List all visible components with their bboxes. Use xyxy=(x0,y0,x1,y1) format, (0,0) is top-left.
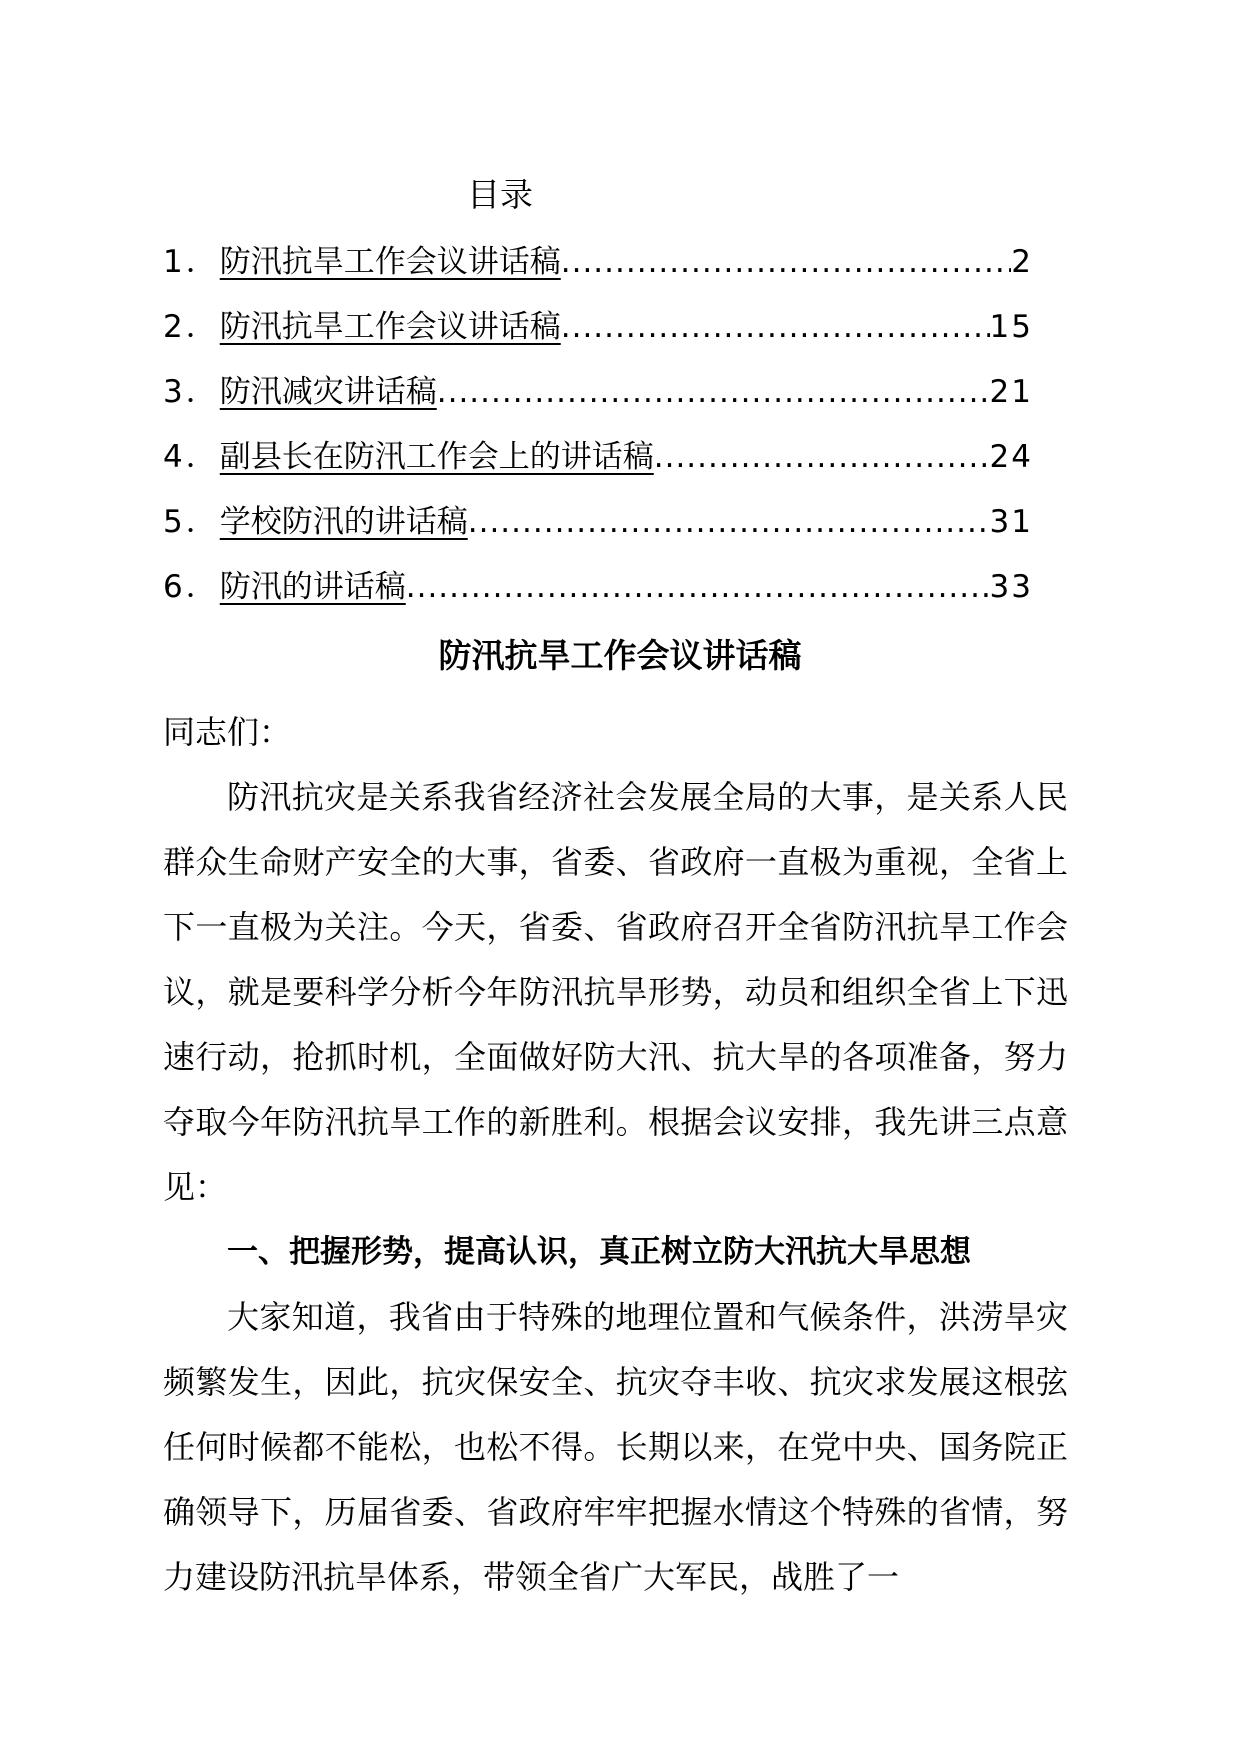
toc-item-number: 5． xyxy=(163,504,220,540)
toc-item-6[interactable] xyxy=(163,565,1033,630)
toc-title: 目录 xyxy=(467,175,533,214)
toc-item-link[interactable]: 副县长在防汛工作会上的讲话稿 xyxy=(219,439,654,475)
toc-item-link[interactable]: 防汛抗旱工作会议讲话稿 xyxy=(219,244,561,280)
toc-leader-dots xyxy=(561,305,990,349)
toc-item-5[interactable] xyxy=(163,500,1033,565)
toc-leader-dots xyxy=(468,500,990,544)
toc-item-2[interactable] xyxy=(163,305,1033,370)
document-body xyxy=(163,700,1068,1610)
toc-item-number: 4． xyxy=(163,439,220,475)
toc-item-link[interactable]: 学校防汛的讲话稿 xyxy=(219,504,468,540)
body-paragraph: 防汛抗灾是关系我省经济社会发展全局的大事，是关系人民群众生命财产安全的大事，省委、省政府一直极为重视，全省上下一直极为关注。今天，省委、省政府召开全省防汛抗旱工作会议，就是要科学分析今年防汛抗旱形势，动员和组织全省上下迅速行动，抢抓时机，全面做好防大汛、抗大旱的各项准备，努力夺取今年防汛抗旱工作的新胜利。根据会议安排，我先讲三点意见： xyxy=(163,778,1068,1206)
section-heading: 一、把握形势，提高认识，真正树立防大汛抗大旱思想 xyxy=(227,1234,971,1270)
toc-leader-dots xyxy=(406,565,990,609)
toc-item-3[interactable] xyxy=(163,370,1033,435)
table-of-contents xyxy=(163,240,1033,630)
document-title: 防汛抗旱工作会议讲话稿 xyxy=(438,636,802,675)
toc-item-number: 6． xyxy=(163,569,220,605)
body-paragraph: 大家知道，我省由于特殊的地理位置和气候条件，洪涝旱灾频繁发生，因此，抗灾保安全、抗灾夺丰收、抗灾求发展这根弦任何时候都不能松，也松不得。长期以来，在党中央、国务院正确领导下，历届省委、省政府牢牢把握水情这个特殊的省情，努力建设防汛抗旱体系，带领全省广大军民，战胜了一 xyxy=(163,1298,1068,1596)
toc-item-page: 24 xyxy=(989,439,1033,475)
toc-item-4[interactable] xyxy=(163,435,1033,500)
toc-item-number: 2． xyxy=(163,309,220,345)
toc-item-page: 21 xyxy=(989,374,1033,410)
toc-item-page: 2 xyxy=(1011,244,1033,280)
toc-item-page: 15 xyxy=(989,309,1033,345)
toc-item-link[interactable]: 防汛抗旱工作会议讲话稿 xyxy=(219,309,561,345)
salutation: 同志们： xyxy=(163,713,292,751)
toc-leader-dots xyxy=(654,435,990,479)
toc-item-link[interactable]: 防汛减灾讲话稿 xyxy=(219,374,437,410)
toc-item-link[interactable]: 防汛的讲话稿 xyxy=(219,569,406,605)
toc-leader-dots xyxy=(561,240,1012,284)
toc-item-page: 33 xyxy=(989,569,1033,605)
toc-item-1[interactable] xyxy=(163,240,1033,305)
toc-item-page: 31 xyxy=(989,504,1033,540)
toc-item-number: 1． xyxy=(163,244,220,280)
toc-item-number: 3． xyxy=(163,374,220,410)
toc-leader-dots xyxy=(437,370,990,414)
